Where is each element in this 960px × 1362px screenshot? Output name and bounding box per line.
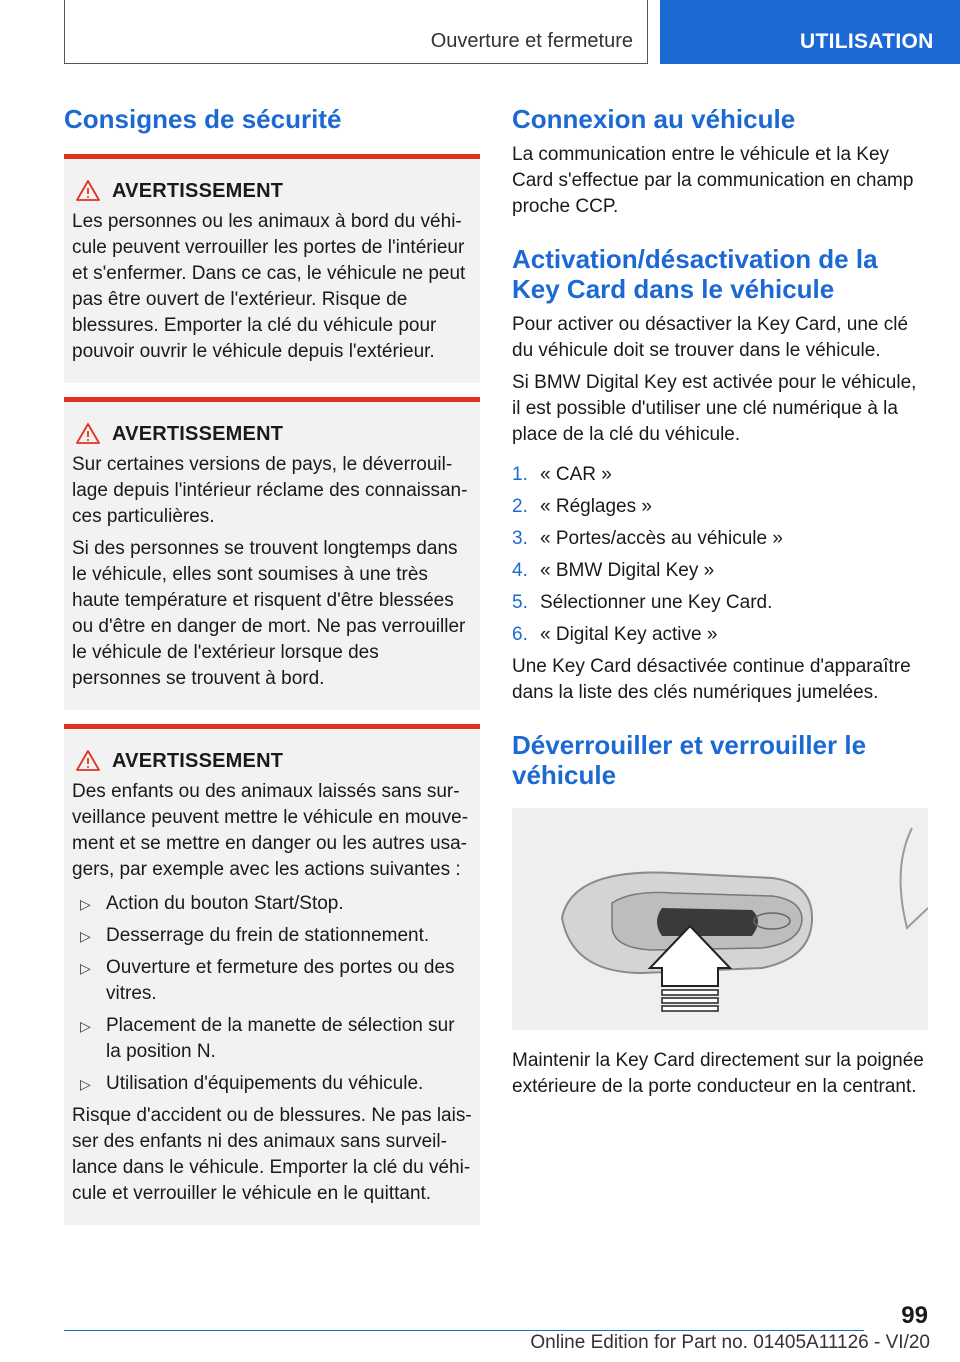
warning-header [72, 420, 472, 448]
triangle-bullet-icon: ▷ [80, 896, 91, 912]
warning-text: Les personnes ou les animaux à bord du véhicule peuvent verrouiller les portes de l'intérieur et s'enfermer. Dans ce cas, le véhicule ne peut pas être ouvert de l'extérieur. Risque de blessures. Emporter la clé du véhicule pour pouvoir ouvrir le véhicule depuis l'extérieur. [72, 211, 466, 362]
step-text: « Digital Key active » [540, 624, 718, 645]
list-item [512, 622, 928, 648]
step-text: « CAR » [540, 464, 612, 485]
footer-edition: Online Edition for Part no. 01405A11126 - VI/20 [530, 1332, 930, 1353]
warning-header [72, 177, 472, 205]
list-item [72, 1013, 472, 1065]
footer-divider [64, 1330, 864, 1331]
connection-text: La communication entre le véhicule et la Key Card s'effectue par la communication en champ proche CCP. [512, 144, 914, 217]
list-item-text: Action du bouton Start/Stop. [106, 893, 344, 914]
step-text: « Portes/accès au véhicule » [540, 528, 783, 549]
activation-text-1: Pour activer ou désactiver la Key Card, une clé du véhicule doit se trouver dans le véhicule. [512, 314, 909, 361]
warning-header [72, 747, 472, 775]
door-handle-drawing [512, 808, 928, 1030]
list-item-text: Ouverture et fermeture des portes ou des vitres. [106, 957, 455, 1004]
activation-text-2: Si BMW Digital Key est activée pour le véhicule, il est possible d'utiliser une clé numérique à la place de la clé du véhicule. [512, 372, 917, 445]
step-number: 2. [512, 496, 528, 517]
warning-bullet-list [72, 891, 472, 1097]
step-number: 1. [512, 464, 528, 485]
list-item [512, 558, 928, 584]
page-number: 99 [901, 1302, 928, 1329]
list-item [72, 923, 472, 949]
list-item [512, 526, 928, 552]
step-number: 5. [512, 592, 528, 613]
deactivated-note: Une Key Card désactivée continue d'apparaître dans la liste des clés numériques jumelées. [512, 656, 911, 703]
warning-box-2 [64, 397, 480, 710]
right-column [512, 100, 928, 1100]
warning-text: Risque d'accident ou de blessures. Ne pas laisser des enfants ni des animaux sans surveillance dans le véhicule. Emporter la clé du véhicule et verrouiller le véhicule en le quittant. [72, 1105, 472, 1204]
triangle-bullet-icon: ▷ [80, 1076, 91, 1092]
header-tab-label: UTILISATION [800, 30, 934, 53]
door-handle-illustration [512, 808, 928, 1030]
warning-triangle-icon [72, 180, 112, 202]
header-tab[interactable] [660, 0, 960, 64]
list-item [512, 494, 928, 520]
step-number: 4. [512, 560, 528, 581]
left-column [64, 100, 480, 1239]
steps-list [512, 462, 928, 648]
list-item-text: Placement de la manette de sélection sur la position N. [106, 1015, 455, 1062]
header-section-title: Ouverture et fermeture [430, 30, 633, 52]
list-item [72, 1071, 472, 1097]
warning-label: AVERTISSEMENT [112, 749, 284, 772]
header-box [64, 0, 648, 64]
warning-label: AVERTISSEMENT [112, 179, 284, 202]
warning-text: Sur certaines versions de pays, le déverrouillage depuis l'intérieur réclame des connaissances particulières. [72, 454, 468, 527]
list-item [72, 955, 472, 1007]
list-item-text: Desserrage du frein de stationnement. [106, 925, 430, 946]
triangle-bullet-icon: ▷ [80, 960, 91, 976]
step-text: Sélectionner une Key Card. [540, 592, 773, 613]
step-number: 6. [512, 624, 528, 645]
warning-triangle-icon [72, 750, 112, 772]
connection-title: Connexion au véhicule [512, 104, 796, 134]
list-item [512, 462, 928, 488]
list-item-text: Utilisation d'équipements du véhicule. [106, 1073, 424, 1094]
warning-box-3 [64, 724, 480, 1225]
list-item [512, 590, 928, 616]
safety-title: Consignes de sécurité [64, 104, 342, 134]
step-text: « BMW Digital Key » [540, 560, 715, 581]
warning-triangle-icon [72, 423, 112, 445]
unlock-title: Déverrouiller et verrouiller le véhicule [512, 730, 867, 790]
step-number: 3. [512, 528, 528, 549]
list-item [72, 891, 472, 917]
triangle-bullet-icon: ▷ [80, 928, 91, 944]
warning-text: Des enfants ou des animaux laissés sans surveillance peuvent mettre le véhicule en mouvement et se mettre en danger ou les autres usagers, par exemple avec les actions suivantes : [72, 781, 469, 880]
activation-title: Activation/désactivation de la Key Card dans le véhicule [512, 244, 878, 304]
step-text: « Réglages » [540, 496, 652, 517]
figure-caption: Maintenir la Key Card directement sur la poignée extérieure de la porte conducteur en la centrant. [512, 1050, 924, 1097]
triangle-bullet-icon: ▷ [80, 1018, 91, 1034]
warning-box-1 [64, 154, 480, 383]
warning-text: Si des personnes se trouvent longtemps dans le véhicule, elles sont soumises à une très haute température et risquent d'être blessées ou d'être en danger de mort. Ne pas verrouiller le véhicule de l'extérieur lorsque des personnes se trouvent à bord. [72, 538, 466, 689]
warning-label: AVERTISSEMENT [112, 422, 284, 445]
